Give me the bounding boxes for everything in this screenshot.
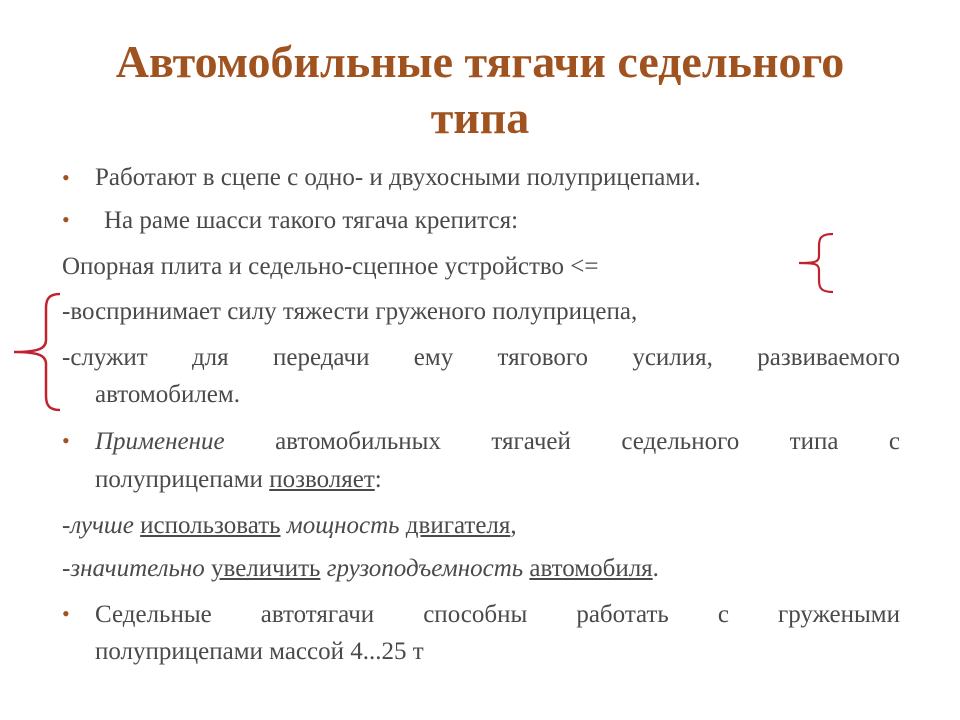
punctuation: . (652, 555, 659, 582)
bullet-item-4: Седельные автотягачи способны работать с гружеными (95, 601, 900, 628)
bullet-item-3-word: полуприцепами (95, 466, 263, 493)
bullet-item-2: На раме шасси такого тягача крепится: (104, 207, 519, 234)
left-brace-icon (12, 292, 62, 414)
bullet-item-4-cont: полуприцепами массой 4...25 т (95, 638, 424, 665)
bullet-item-3 (95, 424, 900, 460)
punctuation: , (510, 512, 517, 539)
underlined-word-use: использовать (140, 512, 281, 539)
paragraph-use-power (62, 508, 517, 544)
underlined-word-increase: увеличить (211, 555, 321, 582)
bullet-dot: • (62, 207, 70, 232)
term-application: Применение (95, 428, 225, 455)
italic-word: -лучше (62, 512, 134, 539)
bullet-dot: • (62, 165, 70, 190)
title-line-1: Автомобильные тягачи седельного (115, 36, 845, 87)
bullet-item-1: Работают в сцепе с одно- и двухосными полуприцепами. (95, 164, 701, 191)
bullet-item-3-text: автомобильных тягачей седельного типа с (275, 428, 901, 455)
paragraph-transmits-force: -служит для передачи ему тягового усилия, развиваемого (62, 344, 900, 371)
bullet-dot: • (62, 601, 70, 626)
slide-title (30, 34, 930, 146)
underlined-word-allows: позволяет (269, 466, 375, 493)
bullet-item-3-cont (95, 462, 382, 498)
underlined-word-engine: двигателя (405, 512, 511, 539)
paragraph-increase-capacity (62, 551, 659, 587)
title-line-2: типа (430, 92, 530, 143)
italic-word: -значительно (62, 555, 205, 582)
underlined-word-vehicle: автомобиля (529, 555, 653, 582)
punctuation: : (374, 466, 382, 493)
italic-word-capacity: грузоподъемность (326, 555, 524, 582)
right-brace-icon (795, 232, 835, 294)
italic-word-power: мощность (286, 512, 400, 539)
bullet-dot: • (62, 428, 70, 453)
paragraph-support-plate: Опорная плита и седельно-сцепное устройство <= (62, 253, 599, 280)
paragraph-transmits-force-cont: автомобилем. (95, 381, 240, 408)
paragraph-perceives-weight: -воспринимает силу тяжести груженого полуприцепа, (62, 298, 638, 325)
